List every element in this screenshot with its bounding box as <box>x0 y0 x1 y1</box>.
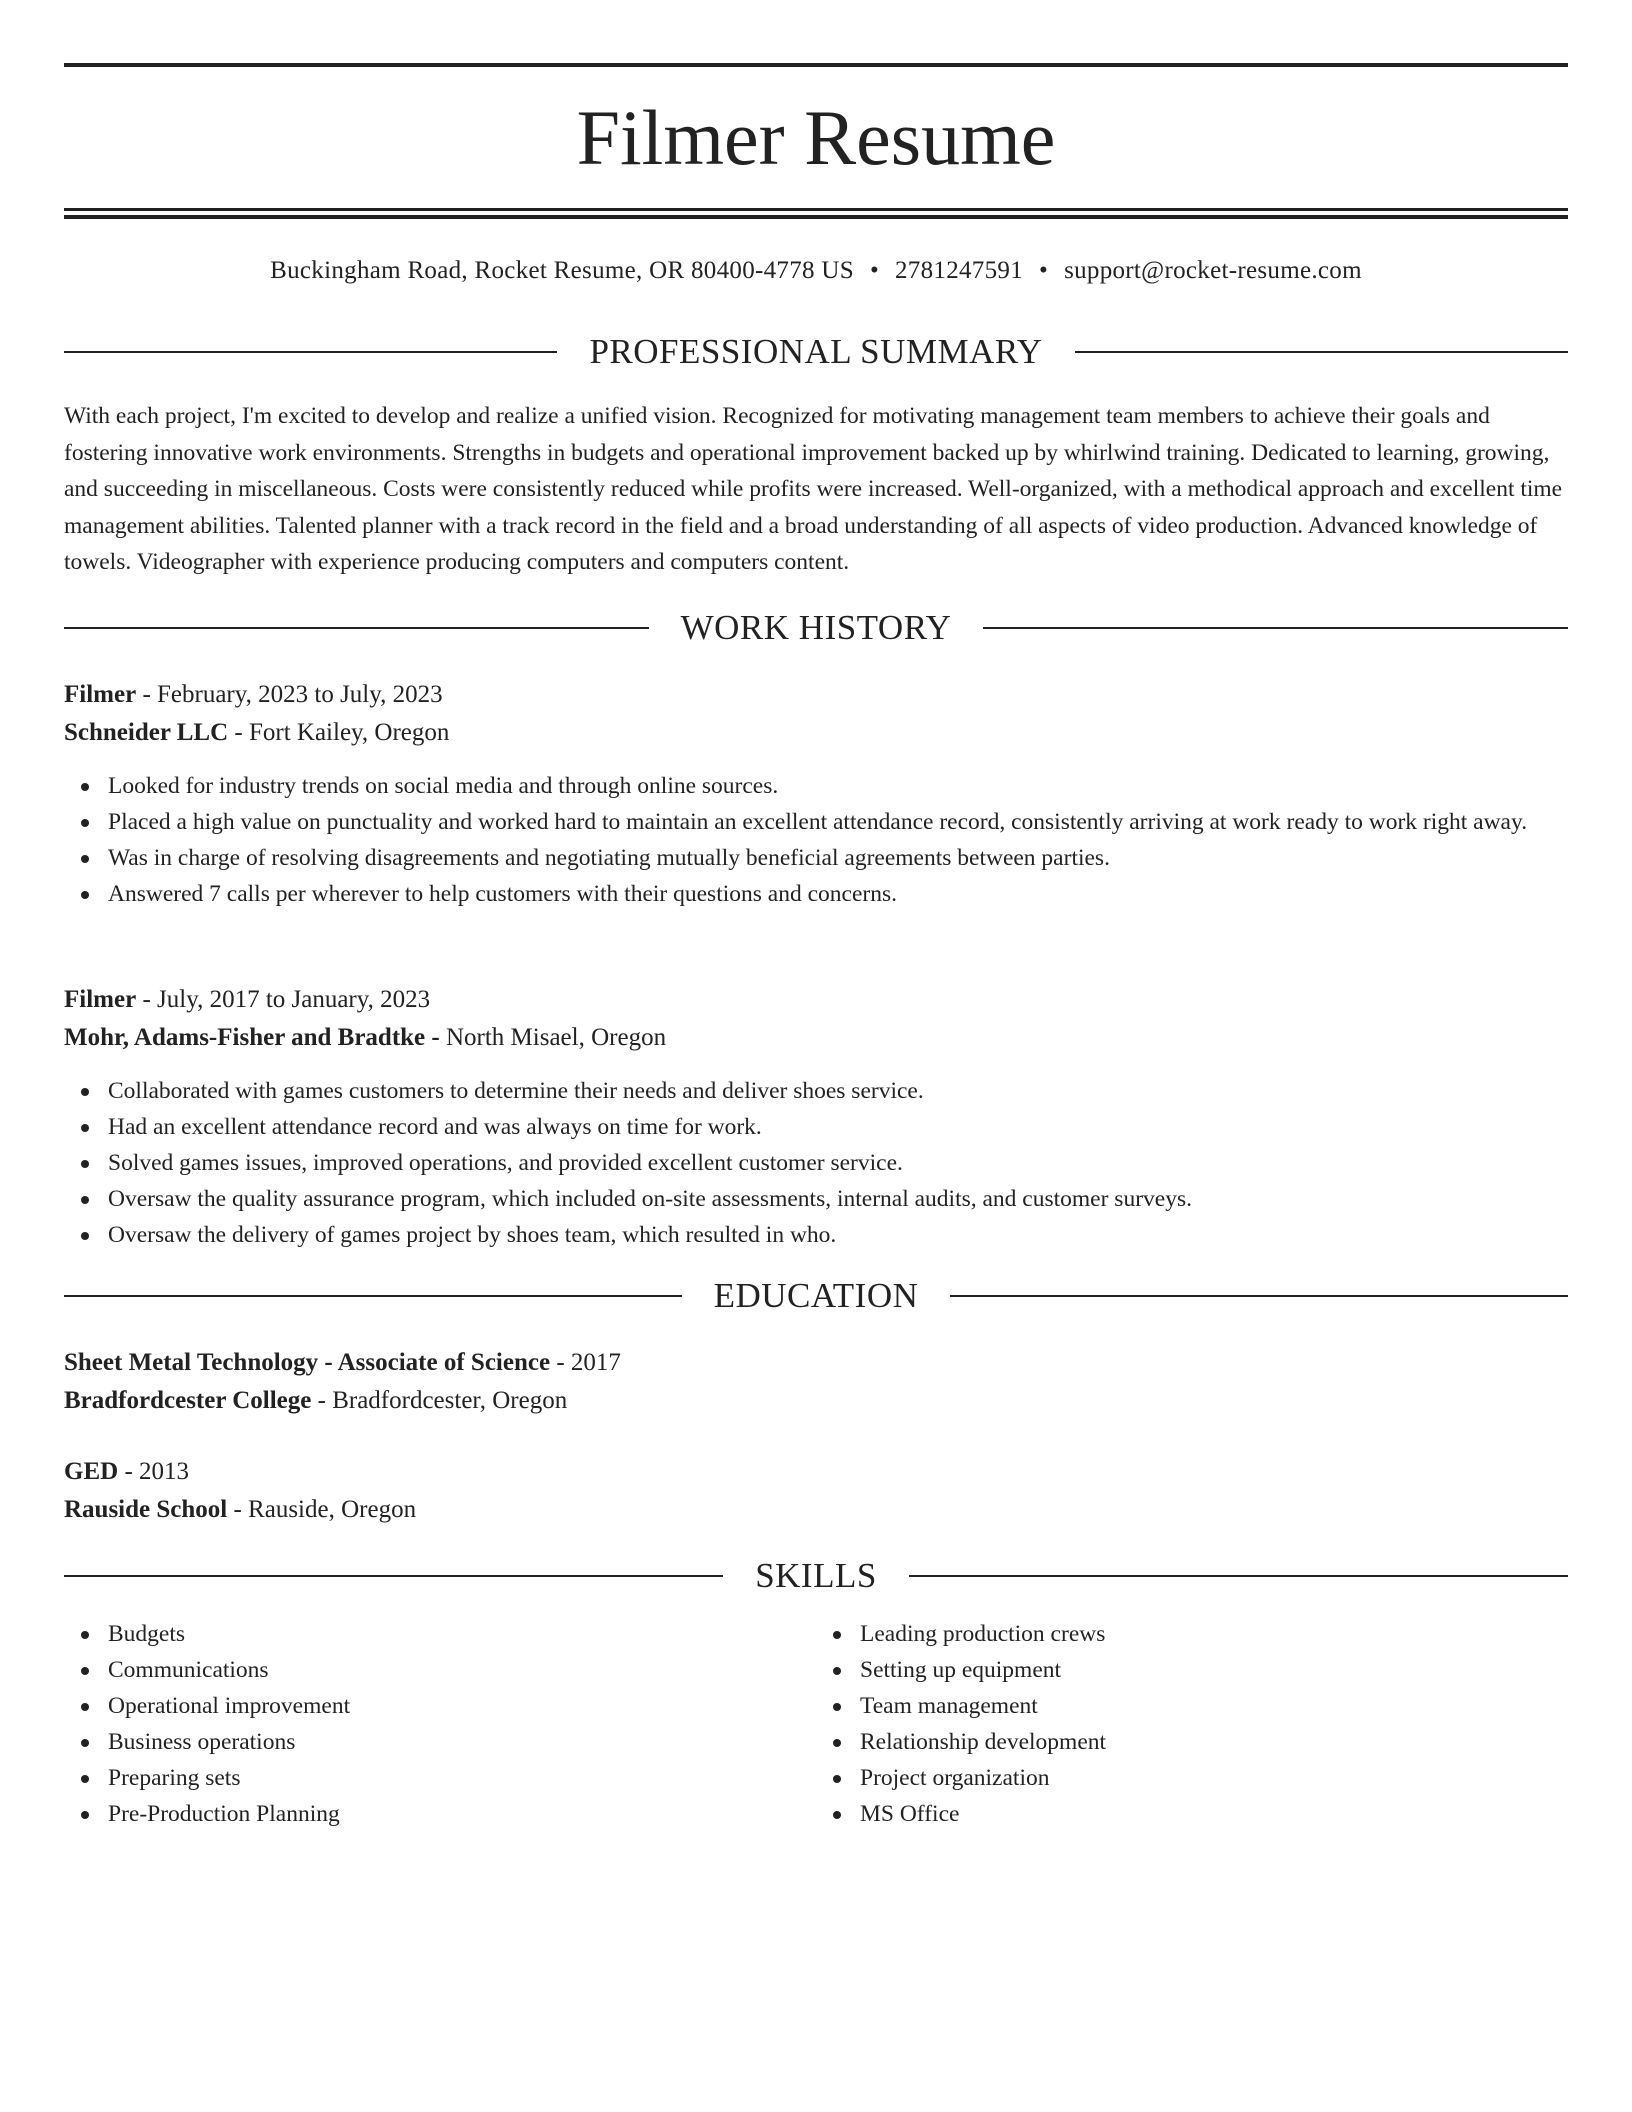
title-double-rule <box>64 208 1568 219</box>
education-school: Bradfordcester College <box>64 1387 312 1414</box>
education-entry <box>64 1453 1568 1529</box>
resume-title: Filmer Resume <box>576 94 1056 181</box>
education-year: - 2013 <box>118 1458 190 1485</box>
education-degree: GED <box>64 1458 119 1485</box>
contact-line <box>64 254 1568 288</box>
skills-column-right <box>816 1616 1568 1832</box>
job-company: Mohr, Adams-Fisher and Bradtke - <box>64 1024 440 1051</box>
job-bullet: Looked for industry trends on social media and through online sources. <box>64 768 1568 804</box>
job-bullet: Collaborated with games customers to determine their needs and deliver shoes service. <box>64 1073 1568 1109</box>
job-bullets <box>64 1073 1568 1253</box>
skill-item: Leading production crews <box>816 1616 1568 1652</box>
job-location: - Fort Kailey, Oregon <box>228 719 450 746</box>
education-location: - Bradfordcester, Oregon <box>311 1387 568 1414</box>
contact-email: support@rocket-resume.com <box>1064 257 1362 284</box>
education-degree-line <box>64 1453 1568 1491</box>
job-bullet: Answered 7 calls per wherever to help customers with their questions and concerns. <box>64 876 1568 912</box>
education-year: - 2017 <box>550 1349 621 1376</box>
job-bullet: Oversaw the quality assurance program, which included on-site assessments, internal audits, and customer surveys. <box>64 1181 1568 1217</box>
education-school: Rauside School <box>64 1496 228 1523</box>
skill-item: Budgets <box>64 1616 816 1652</box>
section-rule <box>1075 351 1568 353</box>
job-dates: - July, 2017 to January, 2023 <box>136 986 431 1013</box>
skill-item: MS Office <box>816 1796 1568 1832</box>
section-rule <box>64 351 557 353</box>
education-degree: Sheet Metal Technology - Associate of Science <box>64 1349 551 1376</box>
skill-item: Team management <box>816 1688 1568 1724</box>
job-title-line <box>64 981 1568 1019</box>
skills-heading: SKILLS <box>755 1556 877 1595</box>
job-entry <box>64 981 1568 1253</box>
skill-item: Operational improvement <box>64 1688 816 1724</box>
education-entry <box>64 1344 1568 1420</box>
contact-separator: • <box>869 257 879 284</box>
section-rule <box>64 627 649 629</box>
summary-heading: PROFESSIONAL SUMMARY <box>589 332 1043 371</box>
job-entry <box>64 676 1568 912</box>
top-rule <box>64 63 1568 67</box>
summary-section-header <box>64 330 1568 374</box>
education-location: - Rauside, Oregon <box>227 1496 417 1523</box>
job-bullet: Was in charge of resolving disagreements and negotiating mutually beneficial agreements between parties. <box>64 840 1568 876</box>
skills-section-header <box>64 1554 1568 1598</box>
skill-item: Communications <box>64 1652 816 1688</box>
section-rule <box>909 1575 1568 1577</box>
job-company-line <box>64 1019 1568 1057</box>
job-bullets <box>64 768 1568 912</box>
job-title-line <box>64 676 1568 714</box>
job-bullet: Solved games issues, improved operations, and provided excellent customer service. <box>64 1145 1568 1181</box>
education-heading: EDUCATION <box>713 1276 919 1315</box>
education-school-line <box>64 1382 1568 1420</box>
skill-item: Relationship development <box>816 1724 1568 1760</box>
education-section-header <box>64 1274 1568 1318</box>
skill-item: Business operations <box>64 1724 816 1760</box>
skills-column-left <box>64 1616 816 1832</box>
work-heading: WORK HISTORY <box>680 608 952 647</box>
job-bullet: Oversaw the delivery of games project by shoes team, which resulted in who. <box>64 1217 1568 1253</box>
job-company-line <box>64 714 1568 752</box>
skill-item: Pre-Production Planning <box>64 1796 816 1832</box>
skill-item: Preparing sets <box>64 1760 816 1796</box>
job-title: Filmer <box>64 986 137 1013</box>
job-company: Schneider LLC <box>64 719 229 746</box>
contact-address: Buckingham Road, Rocket Resume, OR 80400-4778 US <box>270 257 854 284</box>
section-rule <box>64 1575 723 1577</box>
contact-separator: • <box>1039 257 1049 284</box>
skill-item: Setting up equipment <box>816 1652 1568 1688</box>
section-rule <box>64 1295 682 1297</box>
job-bullet: Had an excellent attendance record and was always on time for work. <box>64 1109 1568 1145</box>
education-school-line <box>64 1491 1568 1529</box>
education-degree-line <box>64 1344 1568 1382</box>
section-rule <box>983 627 1568 629</box>
work-section-header <box>64 606 1568 650</box>
summary-text: With each project, I'm excited to develop and realize a unified vision. Recognized for motivating management team members to achieve their goals and fostering innovative work environments. Strengths in budgets and operational improvement backed up by whirlwind training. Dedicated to learning, growing, and succeeding in miscellaneous. Costs were consistently reduced while profits were increased. Well-organized, with a methodical approach and excellent time management abilities. Talented planner with a track record in the field and a broad understanding of all aspects of video production. Advanced knowledge of towels. Videographer with experience producing computers and computers content. <box>64 403 1563 575</box>
skill-item: Project organization <box>816 1760 1568 1796</box>
contact-phone: 2781247591 <box>895 257 1023 284</box>
job-location: North Misael, Oregon <box>439 1024 667 1051</box>
skills-list <box>64 1616 1568 1832</box>
section-rule <box>950 1295 1568 1297</box>
job-title: Filmer <box>64 681 137 708</box>
job-dates: - February, 2023 to July, 2023 <box>136 681 443 708</box>
job-bullet: Placed a high value on punctuality and worked hard to maintain an excellent attendance record, consistently arriving at work ready to work right away. <box>64 804 1568 840</box>
